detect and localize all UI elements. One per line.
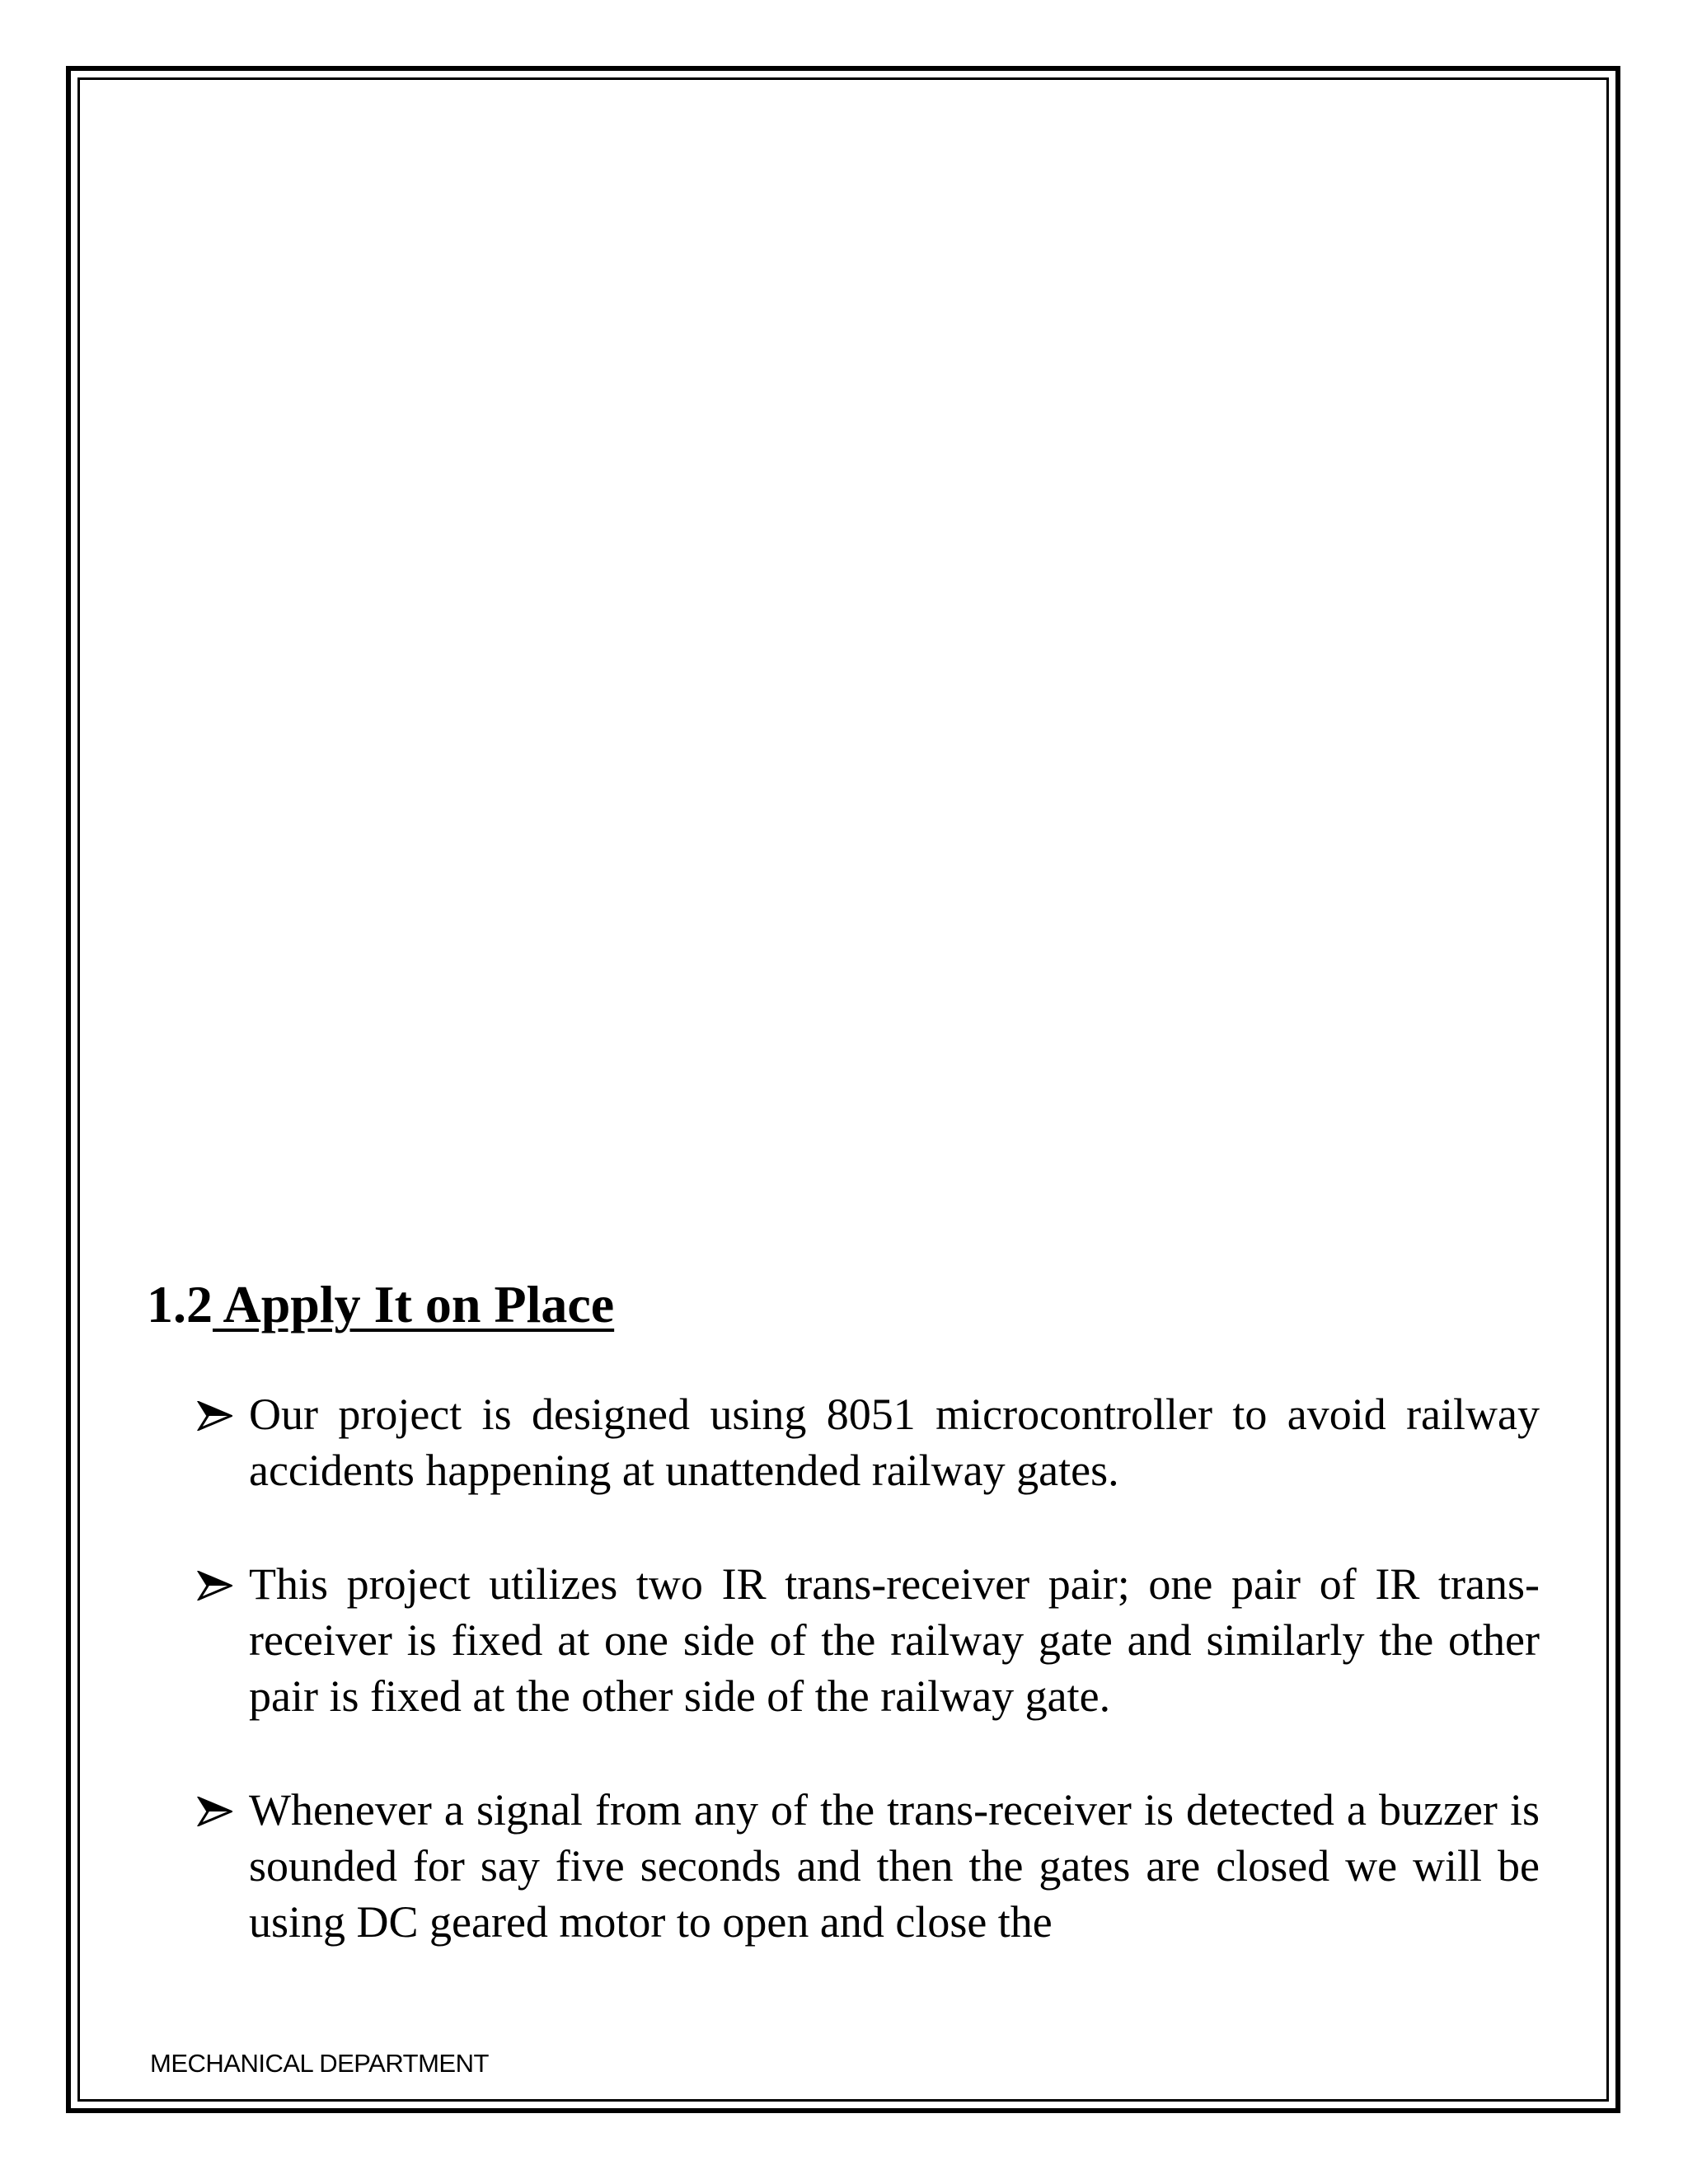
section-title: Apply It on Place [213,1275,615,1333]
arrowhead-bullet-icon [196,1401,232,1431]
arrowhead-bullet-icon [196,1797,232,1826]
bullet-text: Our project is designed using 8051 microcontroller to avoid railway accidents happening at unattended railway gates. [249,1390,1540,1495]
list-item [196,1386,1540,1498]
section-number: 1.2 [147,1275,213,1333]
page-footer: MECHANICAL DEPARTMENT [150,2049,489,2078]
section-heading [147,1268,614,1342]
bullet-text: Whenever a signal from any of the trans-receiver is detected a buzzer is sounded for say five seconds and then the gates are closed we will be using DC geared motor to open and close the [249,1785,1540,1947]
list-item [196,1556,1540,1724]
bullet-list [196,1386,1540,2008]
list-item [196,1782,1540,1950]
bullet-text: This project utilizes two IR trans-receiver pair; one pair of IR trans-receiver is fixed at one side of the railway gate and similarly the other pair is fixed at the other side of the railway gate. [249,1559,1540,1721]
arrowhead-bullet-icon [196,1571,232,1601]
